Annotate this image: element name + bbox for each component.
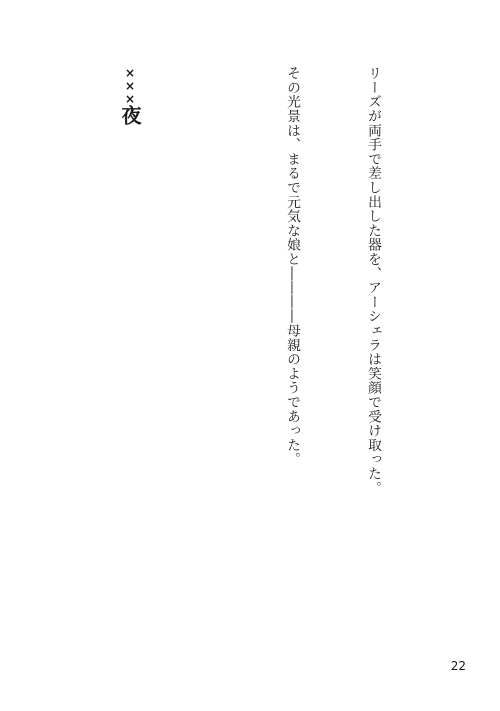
section-mark: ××× [123, 66, 137, 105]
blank-line [35, 66, 62, 646]
section-heading [116, 66, 143, 646]
section-title: 夜 [118, 105, 142, 126]
text-line: リーズが両手で差し出した器を、アーシェラは笑顔で受け取った。 [365, 66, 381, 495]
page-number: 22 [450, 659, 466, 673]
blank-line [197, 66, 224, 646]
text-line: その光景は、まるで元気な娘と――――母親のようであった。 [284, 66, 300, 467]
vertical-text-body [55, 66, 440, 646]
